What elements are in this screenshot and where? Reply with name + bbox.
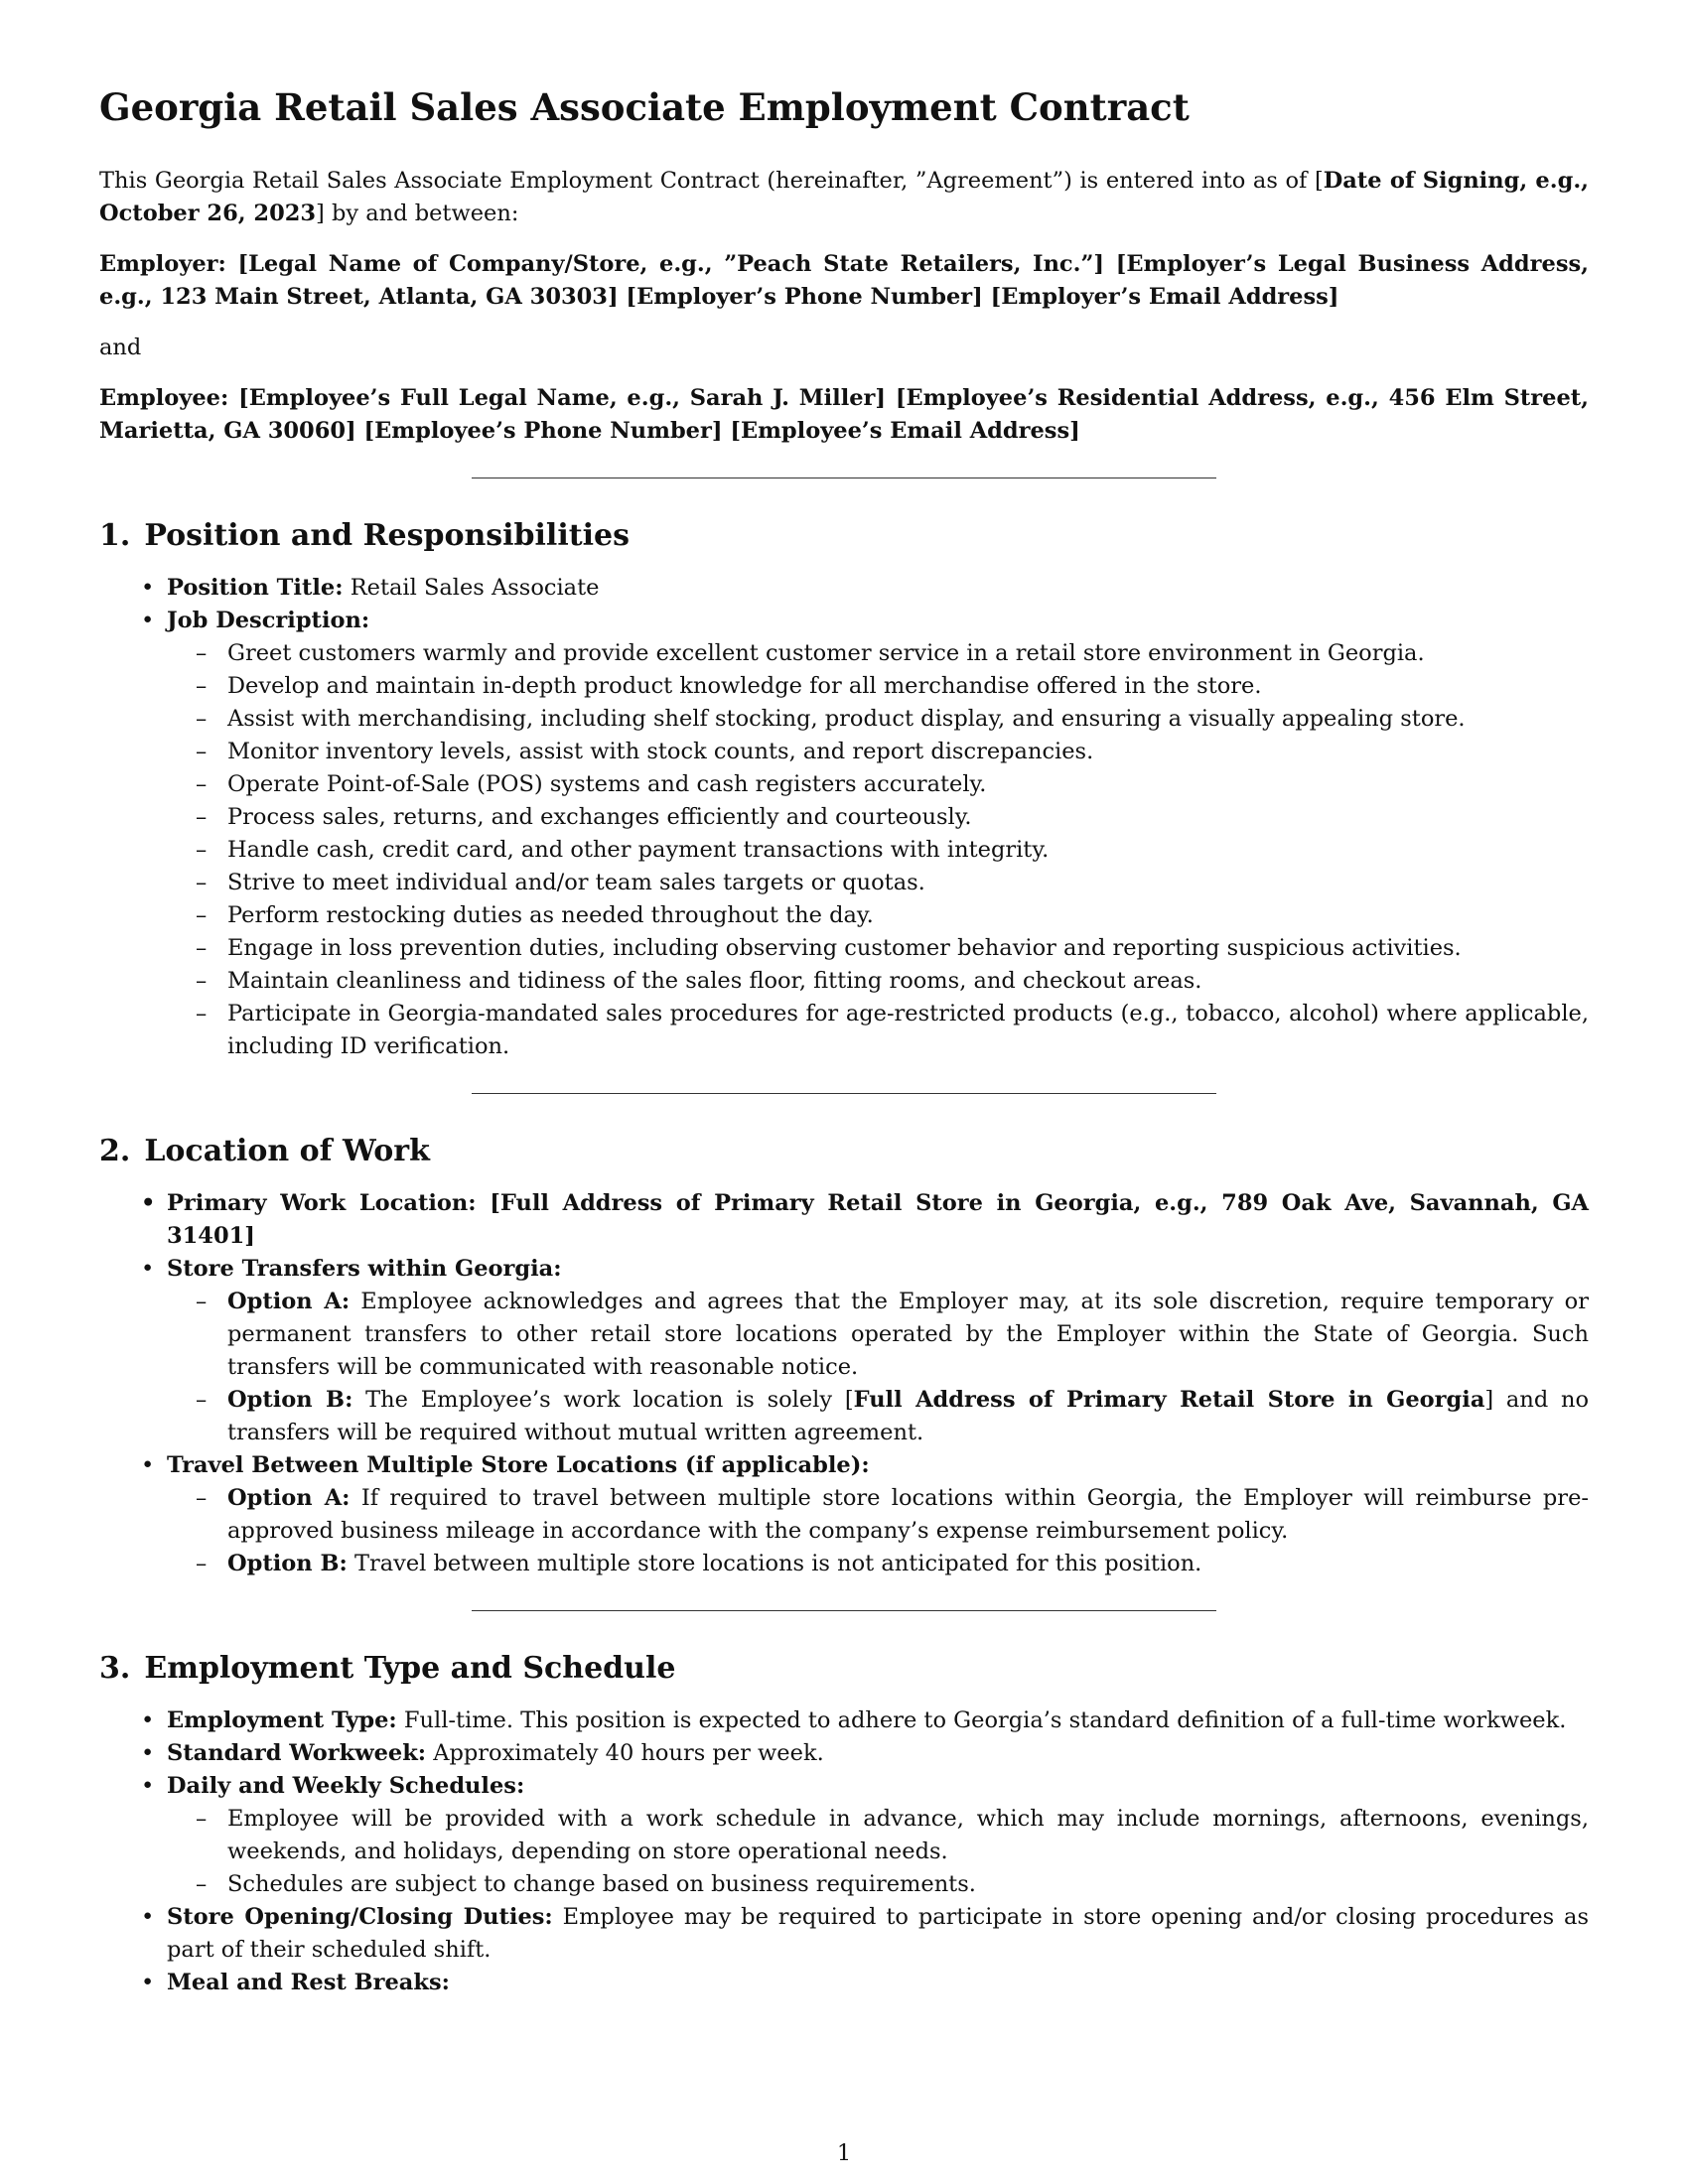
option-text: If required to travel between multiple store locations within Georgia, the Employer will reimburse pre-approved business mileage in accordance with the company’s expense reimbursement policy. — [227, 1485, 1589, 1545]
transfer-options — [167, 1286, 1589, 1449]
duty-item: – Strive to meet individual and/or team sales targets or quotas. — [227, 867, 1589, 899]
list-item — [167, 1967, 1589, 1999]
schedules-label: Daily and Weekly Schedules: — [167, 1773, 525, 1800]
section-title: Location of Work — [144, 1134, 430, 1169]
intro-paragraph — [99, 165, 1589, 230]
duties-list — [167, 637, 1589, 1063]
list-item — [167, 1449, 1589, 1580]
employer-label: Employer: — [99, 251, 226, 278]
list-item — [167, 572, 1589, 605]
list-item — [167, 605, 1589, 1063]
list-item — [167, 1901, 1589, 1967]
job-description-label: Job Description: — [167, 608, 370, 634]
option-item — [227, 1384, 1589, 1449]
section-heading-position — [99, 518, 1589, 554]
employee-details: [Employee’s Full Legal Name, e.g., Sarah J. Miller] [Employee’s Residential Address, e.g., 456 Elm Street, Marietta, GA 30060] [Employee’s Phone Number] [Employee’s Email Address] — [99, 385, 1589, 445]
location-list — [99, 1187, 1589, 1580]
duty-item: – Operate Point-of-Sale (POS) systems and cash registers accurately. — [227, 768, 1589, 801]
option-text: Employee acknowledges and agrees that the Employer may, at its sole discretion, require temporary or permanent transfers to other retail store locations operated by the Employer within the State of Georgia. Such transfers will be communicated with reasonable notice. — [227, 1289, 1589, 1381]
travel-label: Travel Between Multiple Store Locations (if applicable): — [167, 1452, 870, 1479]
intro-text-start: This Georgia Retail Sales Associate Employment Contract (hereinafter, ”Agreement”) is entered into as of [ — [99, 168, 1324, 195]
position-list — [99, 572, 1589, 1063]
duty-item: – Greet customers warmly and provide excellent customer service in a retail store environment in Georgia. — [227, 637, 1589, 670]
position-title-label: Position Title: — [167, 575, 344, 602]
breaks-label: Meal and Rest Breaks: — [167, 1970, 450, 1996]
opening-duties-value: Employee may be required to participate in store opening and/or closing procedures as part of their scheduled shift. — [167, 1904, 1590, 1964]
duty-item: – Engage in loss prevention duties, including observing customer behavior and reporting suspicious activities. — [227, 932, 1589, 965]
section-number: 1. — [99, 518, 131, 554]
duty-item: – Handle cash, credit card, and other payment transactions with integrity. — [227, 834, 1589, 867]
opening-duties-label: Store Opening/Closing Duties: — [167, 1904, 553, 1931]
section-heading-location — [99, 1134, 1589, 1169]
primary-location-label: Primary Work Location: — [167, 1190, 477, 1217]
list-item — [167, 1187, 1589, 1253]
schedule-items — [167, 1803, 1589, 1901]
workweek-value: Approximately 40 hours per week. — [433, 1740, 824, 1767]
duty-item: – Perform restocking duties as needed throughout the day. — [227, 899, 1589, 932]
option-label: Option B: — [227, 1551, 348, 1577]
option-text-end: ] and no transfers will be required without mutual written agreement. — [227, 1387, 1590, 1446]
and-word: and — [99, 335, 142, 361]
schedule-item: – Schedules are subject to change based on business requirements. — [227, 1868, 1589, 1901]
option-text: Travel between multiple store locations is not anticipated for this position. — [353, 1551, 1202, 1577]
section-title: Position and Responsibilities — [144, 518, 630, 554]
workweek-label: Standard Workweek: — [167, 1740, 427, 1767]
travel-options — [167, 1482, 1589, 1580]
option-text: The Employee’s work location is solely [ — [365, 1387, 854, 1414]
employer-details: [Legal Name of Company/Store, e.g., ”Peach State Retailers, Inc.”] [Employer’s Legal Business Address, e.g., 123 Main Street, Atlanta, GA 30303] [Employer’s Phone Number] [Employer’s Email Address] — [99, 251, 1589, 311]
employment-type-label: Employment Type: — [167, 1707, 397, 1734]
primary-location-value: [Full Address of Primary Retail Store in Georgia, e.g., 789 Oak Ave, Savannah, GA 31401] — [167, 1190, 1589, 1250]
transfers-label: Store Transfers within Georgia: — [167, 1256, 562, 1283]
list-item — [167, 1253, 1589, 1449]
list-item — [167, 1705, 1589, 1737]
section-number: 3. — [99, 1651, 131, 1687]
intro-text-end: ] by and between: — [316, 201, 519, 227]
duty-item: – Maintain cleanliness and tidiness of the sales floor, fitting rooms, and checkout areas. — [227, 965, 1589, 998]
duty-item: – Process sales, returns, and exchanges efficiently and courteously. — [227, 801, 1589, 834]
document-title: Georgia Retail Sales Associate Employment Contract — [99, 85, 1190, 129]
section-number: 2. — [99, 1134, 131, 1169]
page-number: 1 — [836, 2140, 852, 2166]
date-placeholder: Date of Signing, e.g., October 26, 2023 — [99, 168, 1589, 227]
contract-page — [99, 85, 1589, 1999]
position-title-value: Retail Sales Associate — [350, 575, 600, 602]
list-item — [167, 1737, 1589, 1770]
option-label: Option A: — [227, 1289, 351, 1315]
section-heading-schedule — [99, 1651, 1589, 1687]
employer-block — [99, 248, 1589, 314]
section-title: Employment Type and Schedule — [144, 1651, 676, 1687]
duty-item: – Monitor inventory levels, assist with stock counts, and report discrepancies. — [227, 736, 1589, 768]
section-divider — [472, 1610, 1216, 1611]
duty-item: – Develop and maintain in-depth product knowledge for all merchandise offered in the store. — [227, 670, 1589, 703]
option-item — [227, 1482, 1589, 1548]
employment-type-value: Full-time. This position is expected to adhere to Georgia’s standard definition of a full-time workweek. — [403, 1707, 1567, 1734]
schedule-item: – Employee will be provided with a work schedule in advance, which may include mornings, afternoons, evenings, weekends, and holidays, depending on store operational needs. — [227, 1803, 1589, 1868]
option-label: Option B: — [227, 1387, 353, 1414]
section-divider — [472, 1093, 1216, 1094]
option-label: Option A: — [227, 1485, 351, 1512]
duty-item: – Assist with merchandising, including shelf stocking, product display, and ensuring a visually appealing store. — [227, 703, 1589, 736]
employee-block — [99, 382, 1589, 448]
schedule-list — [99, 1705, 1589, 1999]
option-item — [227, 1548, 1589, 1580]
list-item — [167, 1770, 1589, 1901]
option-item — [227, 1286, 1589, 1384]
employee-label: Employee: — [99, 385, 229, 412]
store-address-placeholder: Full Address of Primary Retail Store in Georgia — [853, 1387, 1485, 1414]
duty-item: – Participate in Georgia-mandated sales procedures for age-restricted products (e.g., tobacco, alcohol) where applicable, including ID verification. — [227, 998, 1589, 1063]
